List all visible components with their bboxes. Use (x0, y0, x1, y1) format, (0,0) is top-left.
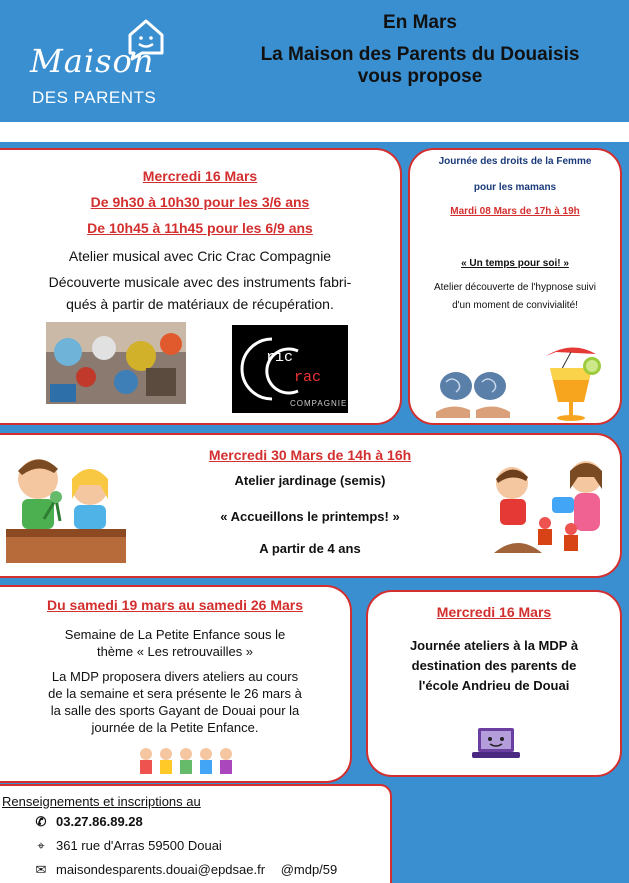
event4-desc-2: de la semaine et sera présente le 26 mars à (48, 686, 302, 701)
envelope-icon: ✉ (35, 862, 47, 877)
laptop-icon (472, 726, 520, 760)
event-card-musical (0, 148, 402, 425)
contact-address: 361 rue d'Arras 59500 Douai (56, 838, 222, 853)
kids-gardening-right (488, 453, 612, 559)
event5-desc-1: Journée ateliers à la MDP à (409, 638, 579, 653)
divider-band (0, 122, 629, 142)
logo-name: Maison (30, 42, 155, 80)
event2-title-2: pour les mamans (473, 182, 557, 193)
contact-address-row (34, 838, 222, 854)
instruments-photo (46, 322, 186, 404)
event-card-early-childhood (0, 585, 352, 783)
event4-desc-4: journée de la Petite Enfance. (91, 720, 259, 735)
contact-phone-row (34, 814, 143, 830)
contact-heading: Renseignements et inscriptions au (2, 794, 201, 809)
logo-sub: DES PARENTS (32, 88, 157, 107)
event1-slot2: De 10h45 à 11h45 pour les 6/9 ans (87, 220, 313, 236)
title-line-3: vous propose (357, 66, 483, 87)
event3-motto: « Accueillons le printemps! » (220, 509, 400, 524)
event1-activity: Atelier musical avec Cric Crac Compagnie (68, 248, 332, 264)
event-card-women (408, 148, 622, 425)
event2-desc-2: d'un moment de convivialité! (452, 300, 578, 311)
contact-panel (0, 784, 392, 883)
brains-image (432, 368, 514, 420)
event4-theme-2: thème « Les retrouvailles » (96, 644, 254, 659)
event2-date: Mardi 08 Mars de 17h à 19h (450, 206, 580, 217)
contact-phone: 03.27.86.89.28 (56, 814, 143, 829)
kids-gardening-left (4, 449, 128, 565)
event1-desc-1: Découverte musicale avec des instruments fabri- (48, 274, 352, 290)
contact-social[interactable]: @mdp/59 (280, 862, 338, 877)
event3-age: A partir de 4 ans (259, 541, 361, 556)
event1-desc-2: qués à partir de matériaux de récupération. (66, 296, 334, 312)
children-row-image (136, 745, 236, 781)
logo-text-rac: rac (294, 369, 322, 386)
event1-date: Mercredi 16 Mars (142, 168, 258, 184)
title-line-2: La Maison des Parents du Douaisis (260, 44, 580, 65)
event4-theme-1: Semaine de La Petite Enfance sous le (64, 627, 286, 642)
event3-date: Mercredi 30 Mars de 14h à 16h (208, 447, 412, 463)
event4-desc-1: La MDP proposera divers ateliers au cours (51, 669, 299, 684)
cocktail-image (536, 336, 606, 424)
event2-motto: « Un temps pour soi! » (461, 258, 569, 269)
event1-slot1: De 9h30 à 10h30 pour les 3/6 ans (90, 194, 310, 210)
contact-email-row (34, 862, 337, 878)
phone-icon: ✆ (35, 814, 47, 829)
event3-activity: Atelier jardinage (semis) (234, 473, 386, 488)
event5-desc-2: destination des parents de (411, 658, 577, 673)
event4-date: Du samedi 19 mars au samedi 26 Mars (46, 597, 304, 613)
event5-desc-3: l'école Andrieu de Douai (418, 678, 570, 693)
event2-title-1: Journée des droits de la Femme (438, 156, 592, 167)
event-card-gardening (0, 433, 622, 578)
contact-email[interactable]: maisondesparents.douai@epdsae.fr (56, 862, 266, 877)
event4-desc-3: la salle des sports Gayant de Douai pour la (50, 703, 300, 718)
logo-text-ric: ric (266, 349, 294, 366)
event-card-school (366, 590, 622, 777)
cric-crac-logo (232, 325, 348, 413)
title-line-1: En Mars (383, 12, 457, 33)
location-pin-icon: ⌖ (37, 838, 45, 853)
event2-desc-1: Atelier découverte de l'hypnose suivi (433, 282, 596, 293)
logo-text-compagnie: COMPAGNIE (290, 399, 348, 408)
event5-date: Mercredi 16 Mars (436, 604, 552, 620)
header (0, 0, 629, 122)
